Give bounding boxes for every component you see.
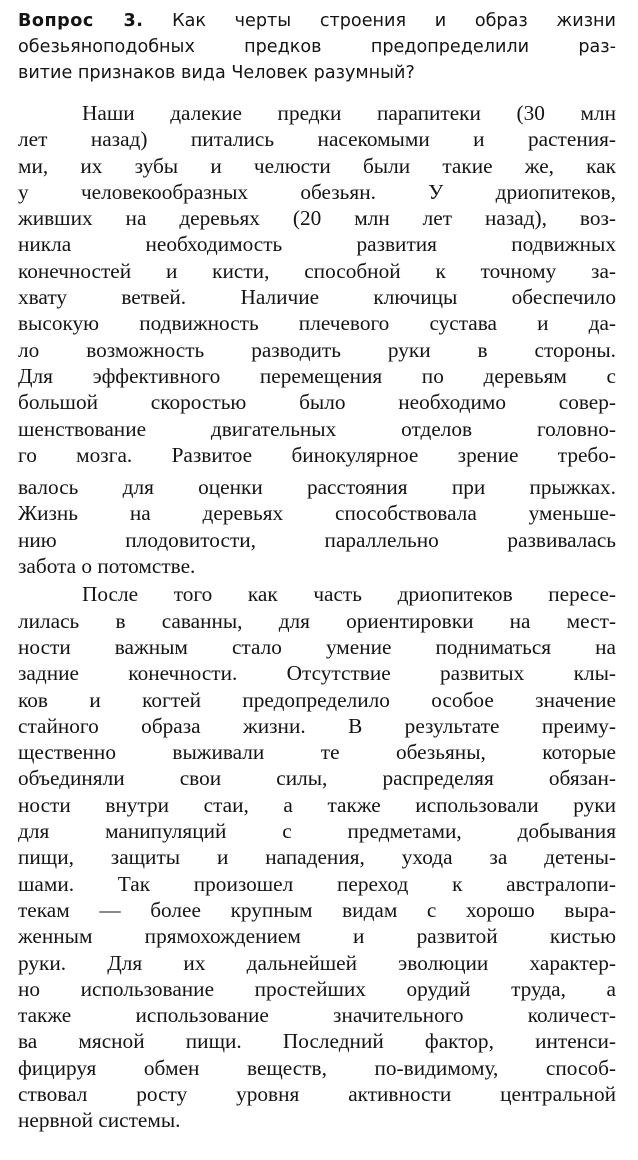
text-line: ло возможность разводить руки в стороны. [18,337,616,362]
answer-paragraph-2 [18,581,616,1133]
question-line: витие признаков вида Человек разумный? [18,63,415,83]
text-line: щественно выживали те обезьяны, которые [18,740,616,765]
text-line: высокую подвижность плечевого сустава и да- [18,311,616,336]
text-line: лилась в саванны, для ориентировки на мест- [18,608,616,633]
text-line: ва мясной пищи. Последний фактор, интенси- [18,1029,616,1054]
text-line: у человекообразных обезьян. У дриопитеков, [18,179,616,204]
text-line: го мозга. Развитое бинокулярное зрение требо- [18,442,616,467]
text-line: никла необходимость развития подвижных [18,232,616,257]
text-line: После того как часть дриопитеков пересе- [82,582,616,607]
text-line: конечностей и кисти, способной к точному за- [18,258,616,283]
text-line: женным прямохождением и развитой кистью [18,924,616,949]
text-line: объединяли свои силы, распределяя обязан- [18,766,616,791]
text-line: шенствование двигательных отделов головно- [18,416,616,441]
text-line: руки. Для их дальнейшей эволюции характер- [18,950,616,975]
question-block [18,8,616,86]
text-line: ности внутри стаи, а также использовали руки [18,792,616,817]
question-label: Вопрос 3. [18,11,144,31]
text-line: лет назад) питались насекомыми и растения- [18,127,616,152]
text-line: Для эффективного перемещения по деревьям с [18,363,616,388]
answer-paragraph-1 [18,100,616,579]
text-line: задние конечности. Отсутствие развитых клы- [18,661,616,686]
question-line: обезьяноподобных предков предопределили раз- [18,37,616,57]
text-line: нию плодовитости, параллельно развивалась [18,527,616,552]
textbook-page [18,8,616,1134]
text-line: стайного образа жизни. В результате преиму- [18,713,616,738]
text-line: живших на деревьях (20 млн лет назад), воз- [18,206,616,231]
text-line: также использование значительного количест- [18,1003,616,1028]
text-line: ков и когтей предопределило особое значение [18,687,616,712]
text-line: большой скоростью было необходимо совер- [18,390,616,415]
text-line: хвату ветвей. Наличие ключицы обеспечило [18,285,616,310]
text-line: ствовал росту уровня активности центральной [18,1081,616,1106]
text-line: ности важным стало умение подниматься на [18,634,616,659]
text-line: нервной системы. [18,1108,181,1133]
text-line: пищи, защиты и нападения, ухода за детены- [18,845,616,870]
text-line: забота о потомстве. [18,554,196,579]
text-line: фицируя обмен веществ, по-видимому, способ- [18,1055,616,1080]
text-line: для манипуляций с предметами, добывания [18,819,616,844]
text-line: Наши далекие предки парапитеки (30 млн [82,101,616,125]
text-line: но использование простейших орудий труда, а [18,976,616,1001]
text-line: ми, их зубы и челюсти были такие же, как [18,153,616,178]
text-line: шами. Так произошел переход к австралопи- [18,871,616,896]
text-line: текам — более крупным видам с хорошо выра- [18,897,616,922]
question-line: Вопрос 3. Как черты строения и образ жизни [18,11,616,31]
text-line: Жизнь на деревьях способствовала уменьше- [18,501,616,526]
text-line: валось для оценки расстояния при прыжках. [18,475,616,500]
